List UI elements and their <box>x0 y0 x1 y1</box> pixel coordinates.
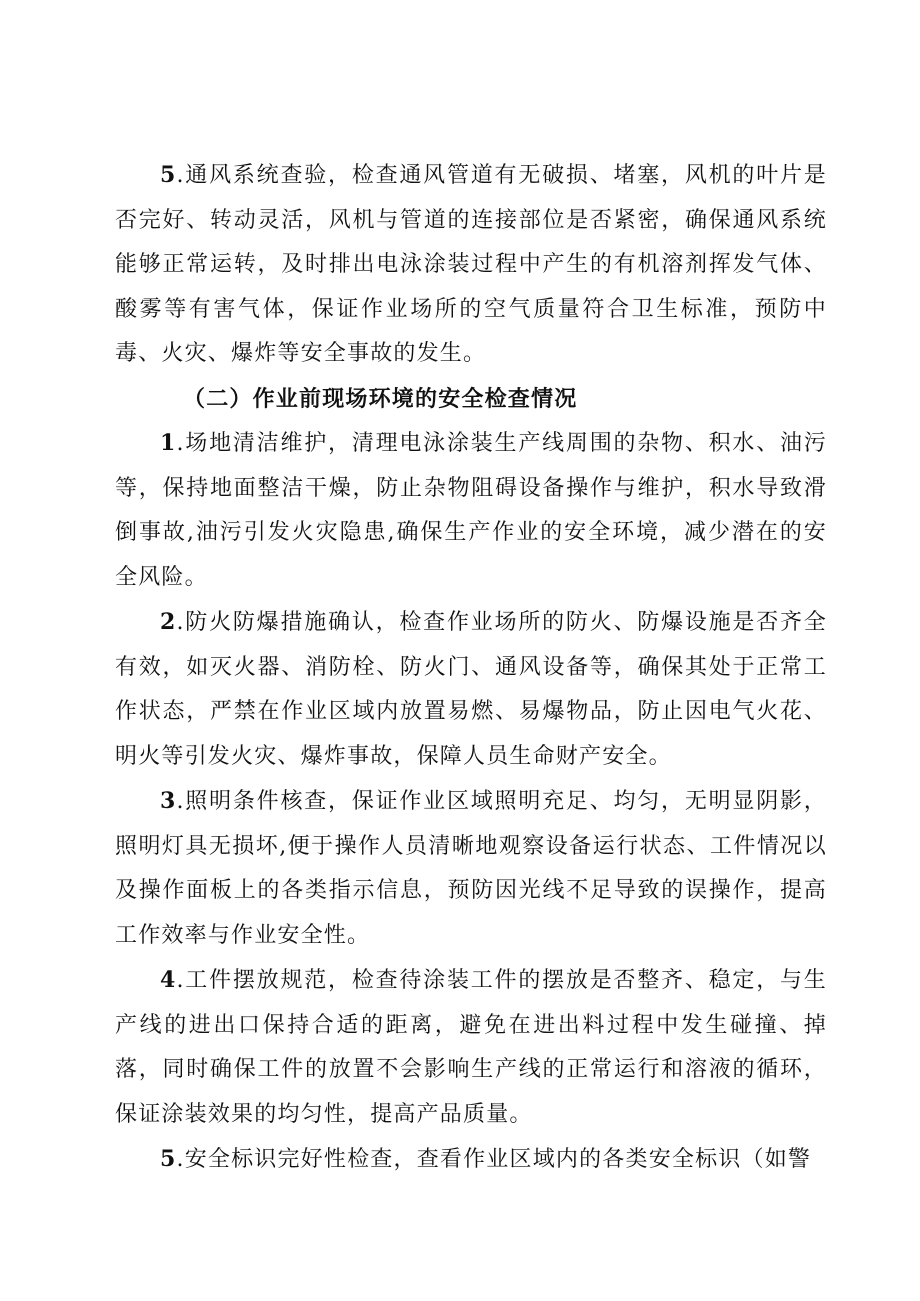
item-number: 4 <box>160 967 177 993</box>
section-heading: （二）作业前现场环境的安全检查情况 <box>183 385 578 412</box>
paragraph-safety-signs <box>115 1137 827 1183</box>
paragraph-ventilation-check <box>115 153 827 377</box>
document-body <box>115 153 827 1183</box>
item-number: 1 <box>160 430 177 456</box>
paragraph-text: .场地清洁维护，清理电泳涂装生产线周围的杂物、积水、油污等，保持地面整洁干燥，防止杂物阻碍设备操作与维护，积水导致滑倒事故,油污引发火灾隐患,确保生产作业的安全环境，减少潜在的安全风险。 <box>115 431 827 590</box>
paragraph-text: .防火防爆措施确认，检查作业场所的防火、防爆设施是否齐全有效，如灭火器、消防栓、防火门、通风设备等，确保其处于正常工作状态，严禁在作业区域内放置易燃、易爆物品，防止因电气火花、明火等引发火灾、爆炸事故，保障人员生命财产安全。 <box>115 610 827 769</box>
paragraph-text: .通风系统查验，检查通风管道有无破损、堵塞，风机的叶片是否完好、转动灵活，风机与管道的连接部位是否紧密，确保通风系统能够正常运转，及时排出电泳涂装过程中产生的有机溶剂挥发气体、酸雾等有害气体，保证作业场所的空气质量符合卫生标准，预防中毒、火灾、爆炸等安全事故的发生。 <box>115 163 827 366</box>
paragraph-site-cleaning <box>115 421 827 600</box>
item-number: 5 <box>160 1146 177 1172</box>
item-number: 5 <box>160 162 177 188</box>
paragraph-text: .安全标识完好性检查，查看作业区域内的各类安全标识（如警 <box>176 1147 812 1172</box>
paragraph-text: .照明条件核查，保证作业区域照明充足、均匀，无明显阴影，照明灯具无损坏,便于操作人员清晰地观察设备运行状态、工件情况以及操作面板上的各类指示信息，预防因光线不足导致的误操作，提高工作效率与作业安全性。 <box>115 789 827 948</box>
paragraph-text: .工件摆放规范，检查待涂装工件的摆放是否整齐、稳定，与生产线的进出口保持合适的距离，避免在进出料过程中发生碰撞、掉落，同时确保工件的放置不会影响生产线的正常运行和溶液的循环，保证涂装效果的均匀性，提高产品质量。 <box>115 968 827 1127</box>
item-number: 2 <box>160 609 177 635</box>
paragraph-workpiece-placement <box>115 958 827 1137</box>
paragraph-fire-explosion-prevention <box>115 600 827 779</box>
item-number: 3 <box>160 788 177 814</box>
paragraph-lighting-check <box>115 779 827 958</box>
